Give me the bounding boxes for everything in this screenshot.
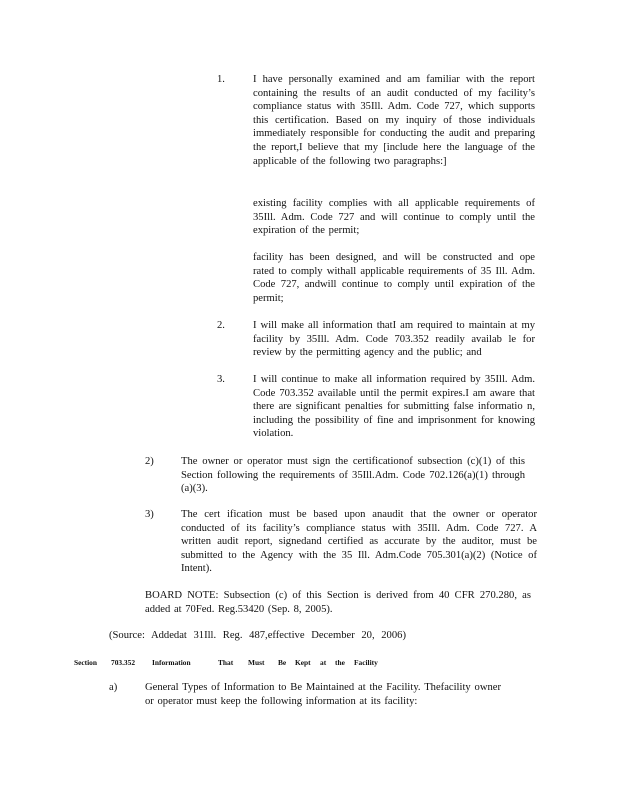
subsection-number-2: 2): [145, 456, 154, 467]
item-3-paragraph: I will continue to make all information required by 35Ill. Adm. Code 703.352 available until the permit expires.I am aware that there are significant penalties for submitting false informatio n, including the possibility of fine and imprisonment for knowing violation.: [253, 374, 535, 440]
subsection-number-3: 3): [145, 509, 154, 520]
item-number-2: 2.: [217, 320, 225, 331]
section-title-word-3: Must: [248, 658, 265, 667]
subsection-2-text: The owner or operator must sign the certificationof subsection (c)(1) of this Section following the requirements of 35Ill.Adm. Code 702.126(a)(1) through (a)(3).: [181, 456, 525, 495]
subsection-a-number: a): [109, 682, 118, 693]
option-existing-facility: existing facility complies with all applicable requirements of 35Ill. Adm. Code 727 and will continue to comply until the expiration of the permit;: [253, 198, 535, 237]
item-number-1: 1.: [217, 74, 225, 85]
board-note: BOARD NOTE: Subsection (c) of this Section is derived from 40 CFR 270.280, as added at 70Fed. Reg.53420 (Sep. 8, 2005).: [145, 590, 531, 615]
section-title-word-2: That: [218, 658, 234, 667]
subsection-3-text: The cert ification must be based upon anaudit that the owner or operator conducted of its facility’s compliance status with 35Ill. Adm. Code 727. A written audit report, signedand certified as accurate by the auditor, must be submitted to the Agency with the 35 Ill. Adm.Code 705.301(a)(2) (Notice of Intent).: [181, 509, 537, 575]
item-number-3: 3.: [217, 374, 225, 385]
item-2-paragraph: I will make all information thatI am required to maintain at my facility by 35Ill. Adm. Code 703.352 readily availab le for review by the permitting agency and the public; and: [253, 320, 535, 359]
section-title-word-4: Be: [278, 658, 287, 667]
item-1-paragraph: I have personally examined and am familiar with the report containing the results of an audit conducted of my facility’s compliance status with 35Ill. Adm. Code 727, which supports this certification. Based on my inquiry of those individuals immediately responsible for conducting the audit and preparing the report,I believe that my [include here the language of the applicable of the following two paragraphs:]: [253, 74, 535, 167]
section-title-word-8: Facility: [354, 658, 378, 667]
subsection-a-text: General Types of Information to Be Maintained at the Facility. Thefacility owner or operator must keep the following information at its facility:: [145, 682, 501, 707]
section-title-word-5: Kept: [295, 658, 311, 667]
section-header: [74, 657, 394, 669]
section-title-word-6: at: [320, 658, 327, 667]
section-label: Section: [74, 658, 97, 667]
source-note: (Source: Addedat 31Ill. Reg. 487,effective December 20, 2006): [109, 630, 406, 641]
section-title-word-7: the: [335, 658, 345, 667]
section-title-word-1: Information: [152, 658, 191, 667]
option-new-facility: facility has been designed, and will be constructed and ope rated to comply withall applicable requirements of 35 Ill. Adm. Code 727, andwill continue to comply until expiration of the permit;: [253, 252, 535, 304]
section-number: 703.352: [111, 658, 136, 667]
